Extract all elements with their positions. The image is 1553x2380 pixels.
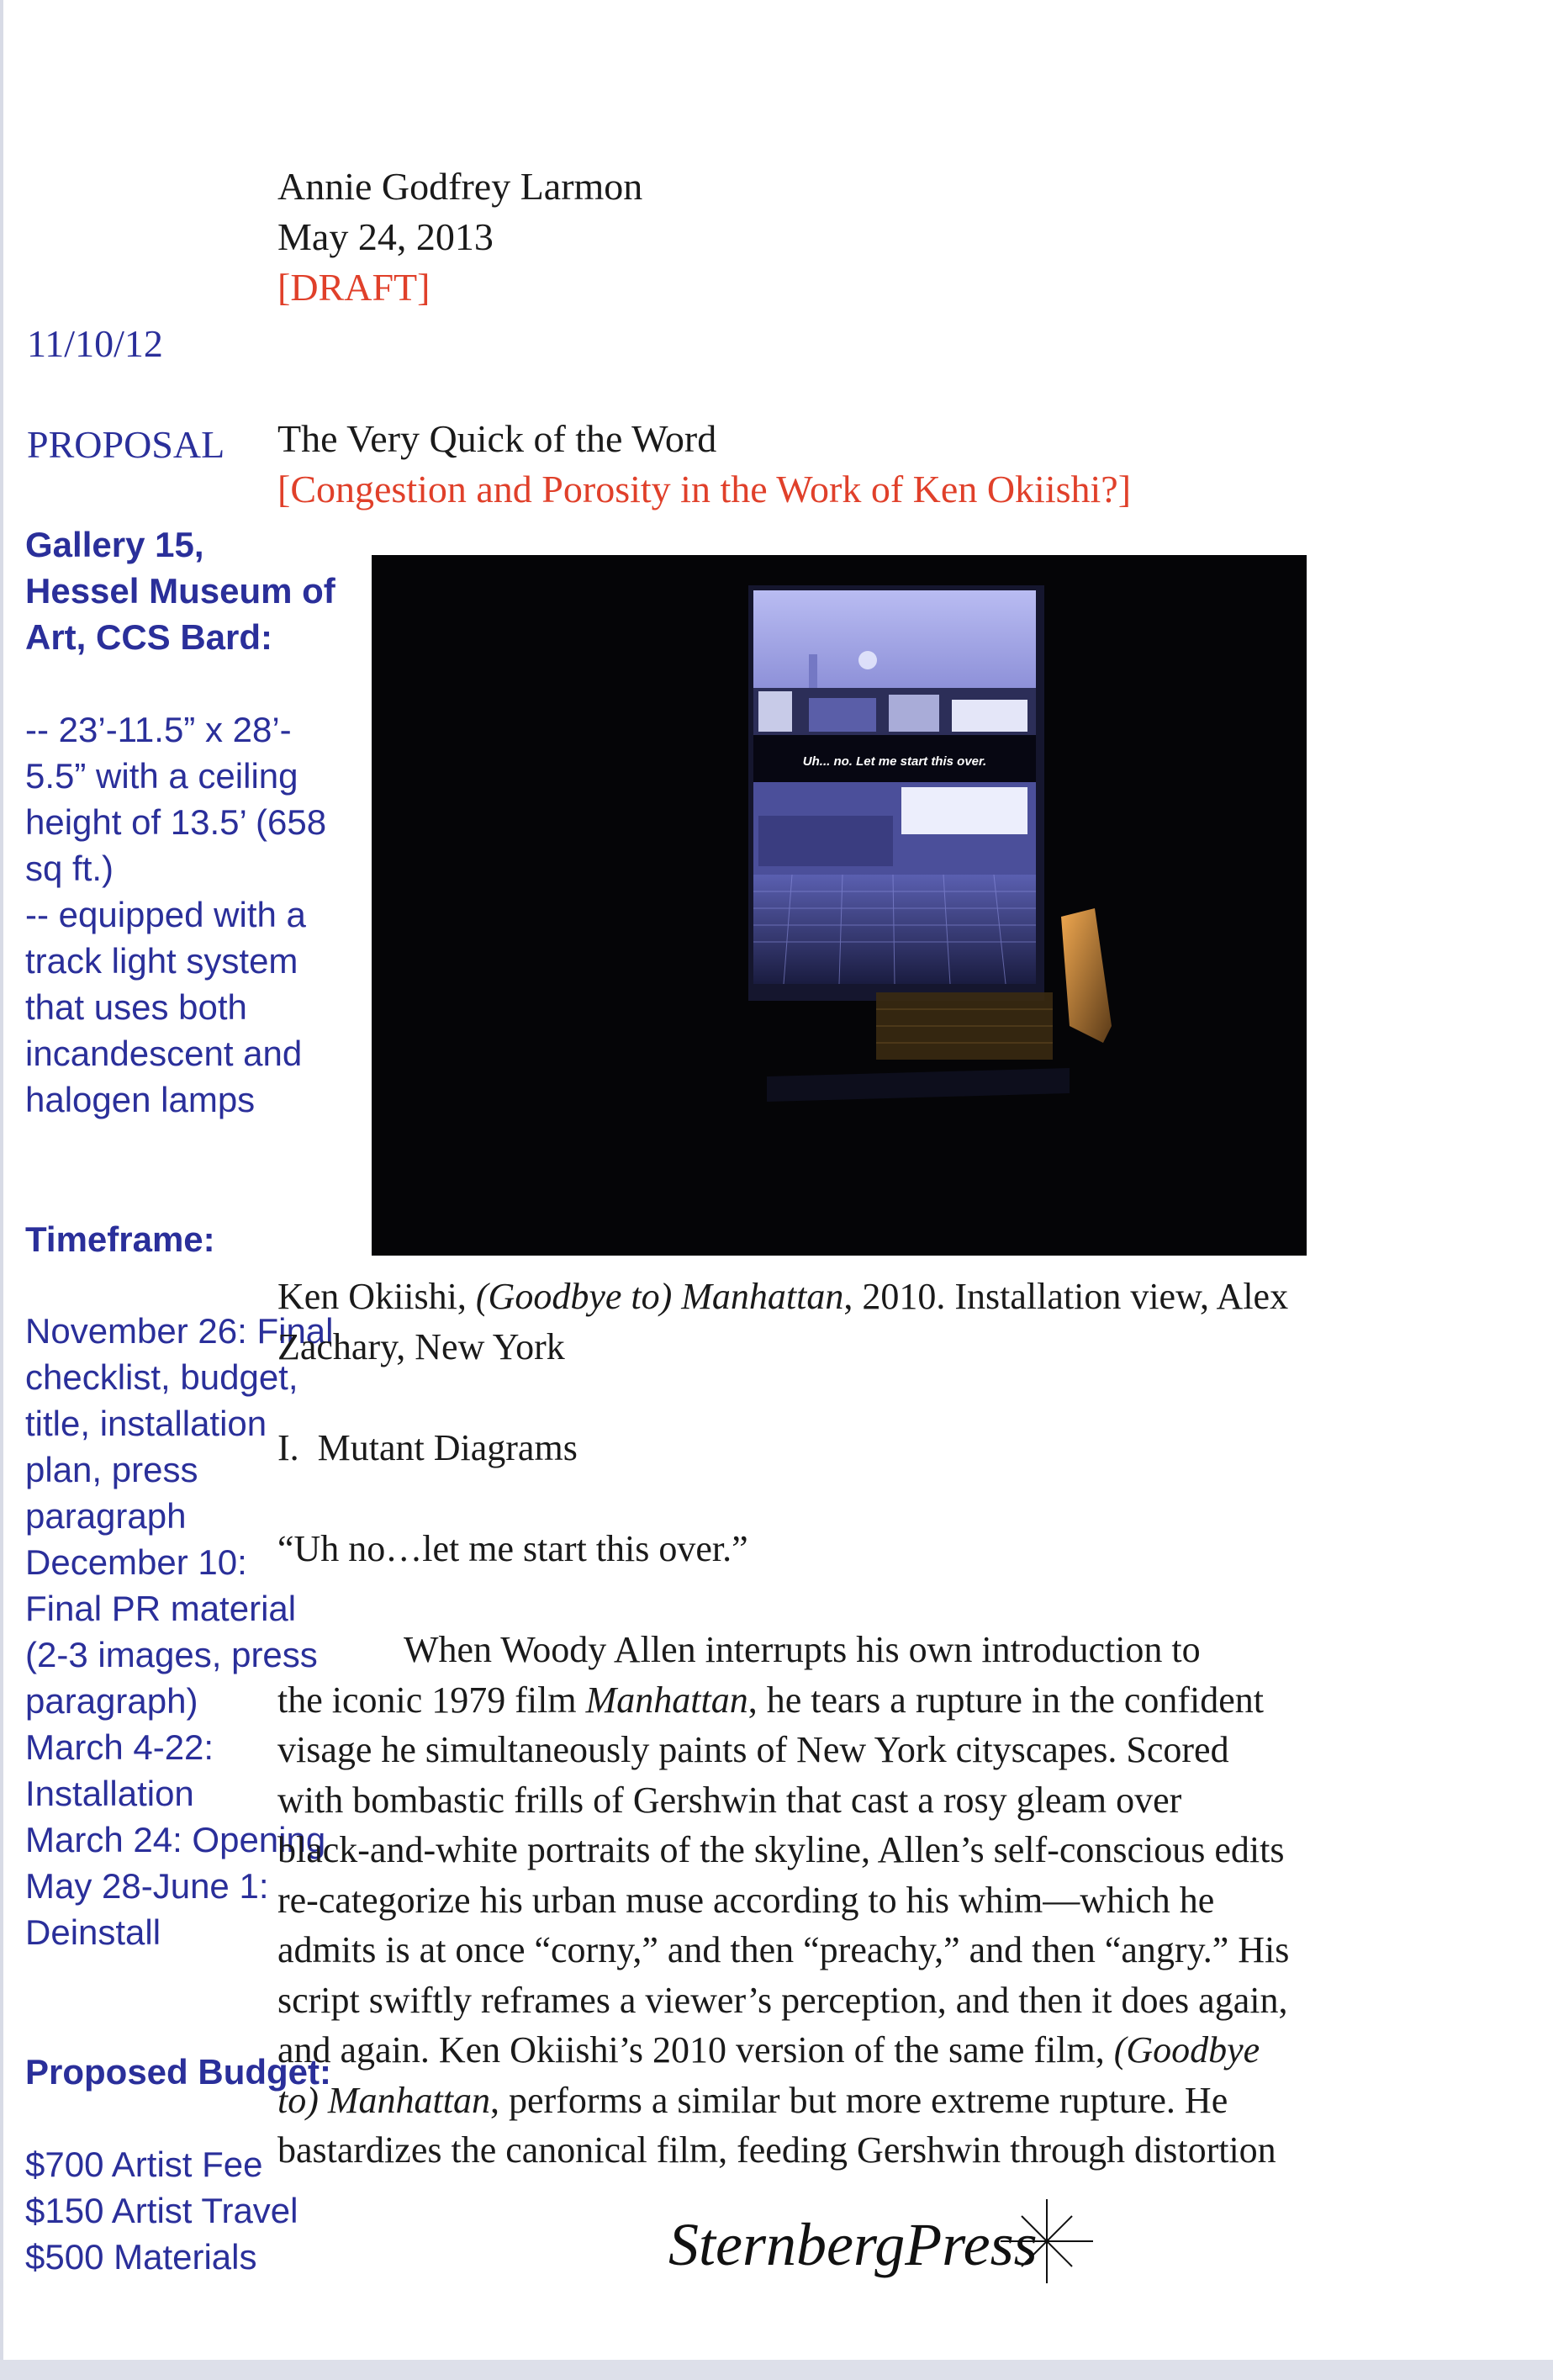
timeframe-line: May 28-June 1:: [25, 1866, 269, 1906]
body-line: the iconic 1979 film Manhattan, he tears a rupture in the confident: [277, 1679, 1265, 1721]
gallery-details: [25, 706, 370, 1123]
gallery-detail-line: incandescent and: [25, 1034, 303, 1073]
photo-caption: [277, 1272, 1288, 1372]
author-name: Annie Godfrey Larmon: [277, 165, 643, 208]
body-line: bastardizes the canonical film, feeding Gershwin through distortion: [277, 2129, 1276, 2171]
gallery-detail-line: halogen lamps: [25, 1080, 256, 1119]
gallery-detail-line: track light system: [25, 941, 298, 981]
timeframe-line: title, installation: [25, 1404, 267, 1443]
timeframe-line: plan, press: [25, 1450, 198, 1489]
budget-line: $150 Artist Travel: [25, 2191, 298, 2230]
publisher-logo: SternbergPress: [668, 2211, 1038, 2278]
body-line: with bombastic frills of Gershwin that cast a rosy gleam over: [277, 1779, 1182, 1821]
timeframe-line: paragraph): [25, 1681, 198, 1721]
body-line: black-and-white portraits of the skyline, Allen’s self-conscious edits: [277, 1829, 1285, 1870]
timeframe-line: checklist, budget,: [25, 1357, 298, 1397]
budget-line: $500 Materials: [25, 2237, 257, 2277]
essay-title: The Very Quick of the Word: [277, 417, 717, 460]
page-bottom-edge: [0, 2360, 1553, 2380]
gallery-detail-line: -- equipped with a: [25, 895, 306, 934]
timeframe-line: March 24: Opening: [25, 1820, 326, 1859]
sidebar-date: 11/10/12: [27, 322, 163, 365]
timeframe-line: November 26: Final: [25, 1311, 334, 1351]
budget-line: $700 Artist Fee: [25, 2145, 263, 2184]
timeframe-line: (2-3 images, press: [25, 1635, 318, 1674]
body-line: script swiftly reframes a viewer’s perception, and then it does again,: [277, 1979, 1288, 2021]
opening-quote: “Uh no…let me start this over.”: [277, 1528, 748, 1569]
budget-details: [25, 2141, 378, 2280]
draft-label: [DRAFT]: [277, 266, 431, 309]
timeframe-line: December 10:: [25, 1542, 247, 1582]
gallery-detail-line: that uses both: [25, 987, 247, 1027]
caption-line-2: Zachary, New York: [277, 1325, 565, 1367]
installation-photo: [372, 555, 1307, 1256]
header-date: May 24, 2013: [277, 215, 494, 258]
section-heading: I. Mutant Diagrams: [277, 1427, 578, 1468]
gallery-detail-line: sq ft.): [25, 849, 114, 888]
timeframe-line: Installation: [25, 1774, 194, 1813]
installation-photo-graphic: [372, 555, 1307, 1256]
body-line: visage he simultaneously paints of New York cityscapes. Scored: [277, 1729, 1229, 1770]
proposal-label: PROPOSAL: [27, 423, 225, 466]
timeframe-heading: Timeframe:: [25, 1219, 215, 1259]
gallery-heading-line: Art, CCS Bard:: [25, 617, 273, 657]
gallery-detail-line: 5.5” with a ceiling: [25, 756, 298, 796]
gallery-heading-line: Gallery 15,: [25, 525, 204, 564]
timeframe-line: Final PR material: [25, 1589, 297, 1628]
star-icon: [996, 2195, 1097, 2287]
page-left-edge: [0, 0, 3, 2380]
timeframe-line: March 4-22:: [25, 1727, 214, 1767]
body-line: re-categorize his urban muse according to his whim—which he: [277, 1879, 1215, 1921]
gallery-heading: [25, 521, 378, 660]
body-line: and again. Ken Okiishi’s 2010 version of the same film, (Goodbye: [277, 2029, 1260, 2071]
body-paragraph: [277, 1625, 1421, 2176]
body-line: to) Manhattan, performs a similar but more extreme rupture. He: [277, 2079, 1228, 2121]
timeframe-line: Deinstall: [25, 1912, 161, 1952]
caption-line-1: Ken Okiishi, (Goodbye to) Manhattan, 2010. Installation view, Alex: [277, 1276, 1289, 1317]
body-line: When Woody Allen interrupts his own introduction to: [404, 1629, 1201, 1670]
gallery-detail-line: height of 13.5’ (658: [25, 802, 327, 842]
timeframe-line: paragraph: [25, 1496, 187, 1536]
gallery-heading-line: Hessel Museum of: [25, 571, 335, 611]
gallery-detail-line: -- 23’-11.5” x 28’-: [25, 710, 292, 749]
essay-subtitle: [Congestion and Porosity in the Work of Ken Okiishi?]: [277, 468, 1132, 510]
body-line: admits is at once “corny,” and then “preachy,” and then “angry.” His: [277, 1929, 1290, 1970]
budget-heading: Proposed Budget:: [25, 2052, 331, 2092]
photo-subtitle: Uh... no. Let me start this over.: [802, 754, 987, 769]
